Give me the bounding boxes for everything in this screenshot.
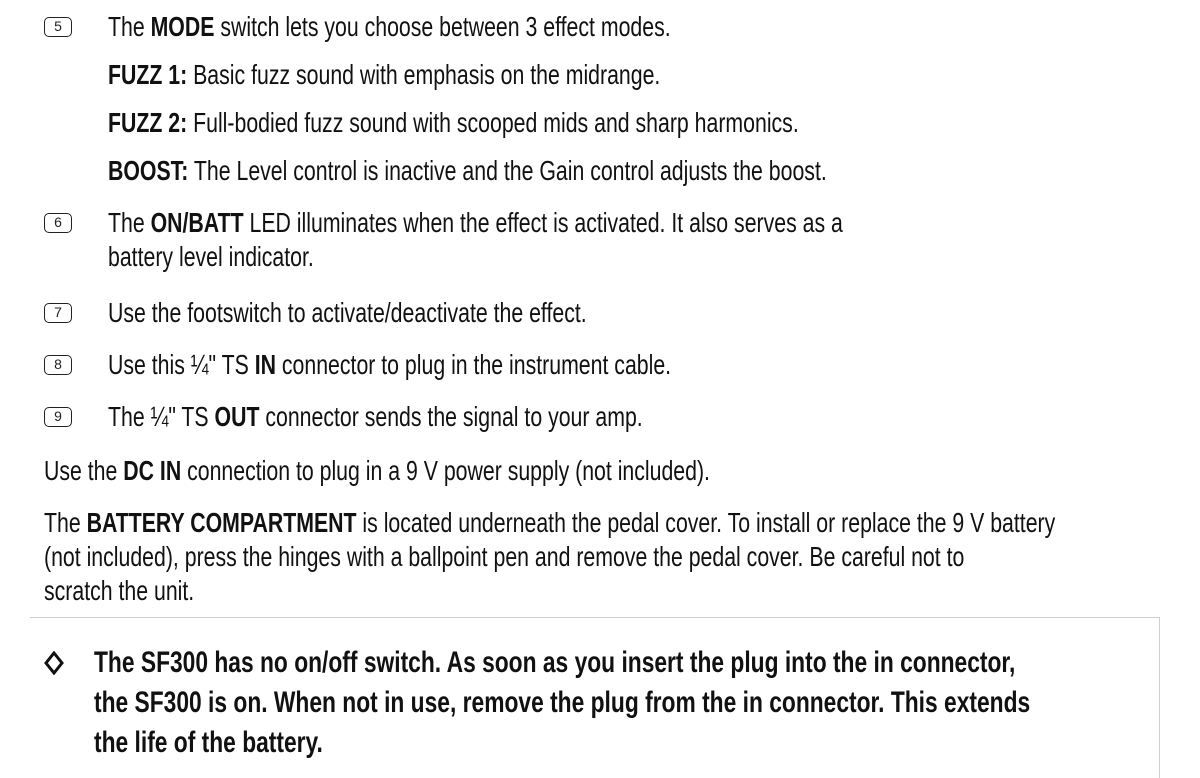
- manual-page: 5 The MODE switch lets you choose between 3 effect modes. FUZZ 1: Basic fuzz sound with emphasis on the midrange. FUZZ 2: Full-bodied fuzz sound with scooped mids and sharp harmonics. BOOST: The Level control is inactive and the Gain control adjusts the boost. 6 The ON/BATT LED illuminates when the effect is activated. It also serves as a battery level indicator. 7 Use the footswitch to activate/deactivate the effect. 8 Use this ¼" TS IN connector to plug in the instrument cable. 9 The ¼" TS OUT connector sends the signal to your amp. Use the DC IN connection to plug in a 9 V power supply (not included). The BATTERY COMPARTMENT is located underneath the pedal cover. To install or replace the 9 V battery (not included), press the hinges with a ballpoint pen and remove the pedal cover. Be careful not to scratch the unit. The SF300 has no on/off switch. As soon as you insert the plug into the in connector, the SF300 is on. When not in use, remove the plug from the in connector. This extends the life of the battery.: [0, 0, 1200, 778]
- item-text: Use this ¼" TS IN connector to plug in the instrument cable.: [108, 349, 672, 380]
- diamond-outline-icon: [44, 651, 64, 675]
- item-text: Use the footswitch to activate/deactivate the effect.: [108, 297, 587, 328]
- item-text: The ON/BATT LED illuminates when the effect is activated. It also serves as a: [108, 207, 843, 238]
- item-number-badge: 6: [44, 213, 72, 233]
- item-number-badge: 8: [44, 355, 72, 375]
- item-number-badge: 7: [44, 303, 72, 323]
- item-number-badge: 9: [44, 407, 72, 427]
- item-text: The MODE switch lets you choose between 3 effect modes.: [108, 11, 671, 42]
- note-line: the SF300 is on. When not in use, remove the plug from the in connector. This extends: [94, 686, 1031, 719]
- item-number-badge: 5: [44, 17, 72, 37]
- note-line: the life of the battery.: [94, 726, 323, 759]
- item-text: The ¼" TS OUT connector sends the signal to your amp.: [108, 401, 643, 432]
- note-line: The SF300 has no on/off switch. As soon as you insert the plug into the in connector,: [94, 646, 1016, 679]
